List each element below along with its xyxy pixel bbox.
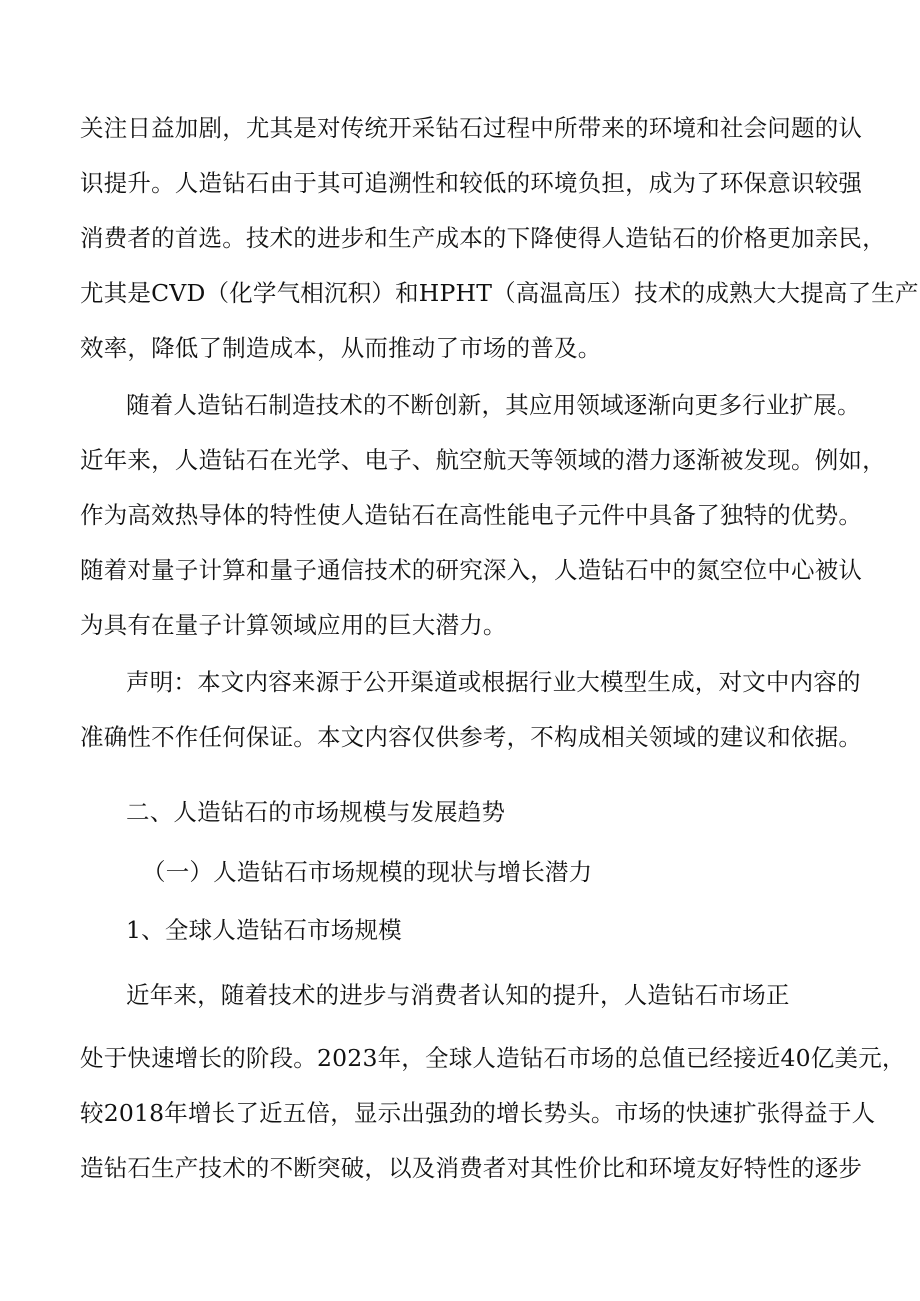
paragraph-line: 较2018年增长了近五倍，显示出强劲的增长势头。市场的快速扩张得益于人 [80,1099,876,1127]
item-heading: 1、全球人造钻石市场规模 [126,916,402,944]
section-heading: 二、人造钻石的市场规模与发展趋势 [126,798,506,826]
statement-line: 准确性不作任何保证。本文内容仅供参考，不构成相关领域的建议和依据。 [80,723,863,751]
paragraph-line: 关注日益加剧，尤其是对传统开采钻石过程中所带来的环境和社会问题的认 [80,114,863,142]
paragraph-line: 近年来，人造钻石在光学、电子、航空航天等领域的潜力逐渐被发现。例如， [80,446,886,474]
paragraph-line: 效率，降低了制造成本，从而推动了市场的普及。 [80,334,602,362]
paragraph-line: 识提升。人造钻石由于其可追溯性和较低的环境负担，成为了环保意识较强 [80,169,863,197]
paragraph-line: 随着人造钻石制造技术的不断创新，其应用领域逐渐向更多行业扩展。 [126,391,861,419]
paragraph-line: 尤其是CVD（化学气相沉积）和HPHT（高温高压）技术的成熟大大提高了生产 [80,279,919,307]
paragraph-line: 近年来，随着技术的进步与消费者认知的提升，人造钻石市场正 [126,981,790,1009]
paragraph-line: 消费者的首选。技术的进步和生产成本的下降使得人造钻石的价格更加亲民， [80,224,886,252]
paragraph-line: 随着对量子计算和量子通信技术的研究深入，人造钻石中的氮空位中心被认 [80,556,863,584]
subsection-heading: （一）人造钻石市场规模的现状与增长潜力 [142,858,593,886]
statement-line: 声明：本文内容来源于公开渠道或根据行业大模型生成，对文中内容的 [126,668,861,696]
paragraph-line: 处于快速增长的阶段。2023年，全球人造钻石市场的总值已经接近40亿美元， [80,1044,906,1072]
paragraph-line: 作为高效热导体的特性使人造钻石在高性能电子元件中具备了独特的优势。 [80,501,863,529]
paragraph-line: 造钻石生产技术的不断突破，以及消费者对其性价比和环境友好特性的逐步 [80,1154,863,1182]
paragraph-line: 为具有在量子计算领域应用的巨大潜力。 [80,611,507,639]
